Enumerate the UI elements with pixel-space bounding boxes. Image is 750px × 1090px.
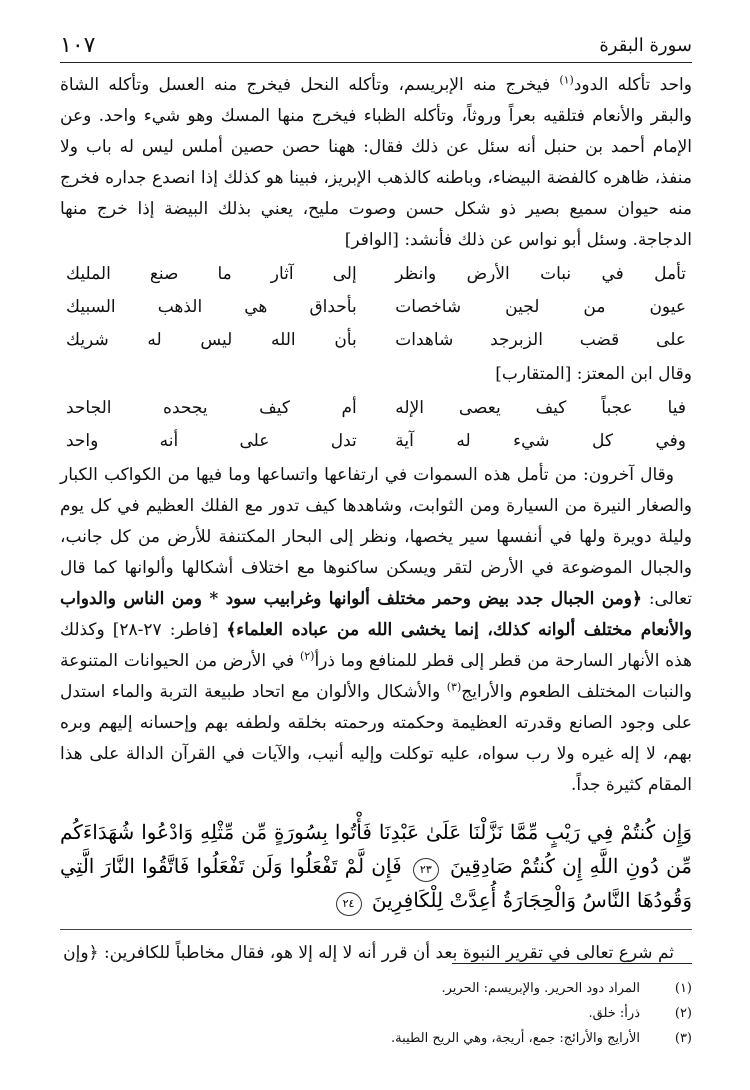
passage-divider <box>60 929 692 930</box>
page-body <box>60 70 692 969</box>
paragraph-3-text-a: وقال آخرون: من تأمل هذه السموات في ارتفاعها واتساعها وما فيها من الكواكب الكبار والصغار النيرة من السيارة ومن الثوابت، وشاهدها كيف تدور مع الفلك العظيم في كل يوم وليلة دويرة ولها في أنفسها سير يخصها، ونظر إلى البحار المكتنفة للأرض من كل جانب، والجبال الموضوعة في الأرض لتقر ويسكن ساكنوها مع اختلاف أشكالها وألوانها كما قال تعالى: <box>60 465 693 609</box>
verse-first-hemistich: على قضب الزبرجد شاهدات <box>395 330 686 350</box>
page-number: ١٠٧ <box>60 32 96 58</box>
ayah-number-marker: ٢٤ <box>336 892 362 916</box>
verse-second-hemistich: بأن الله ليس له شريك <box>66 330 357 350</box>
poem-abu-nuwas <box>60 258 692 357</box>
paragraph-3 <box>60 460 692 801</box>
ayah-number-marker: ٢٣ <box>413 858 439 882</box>
footnote-item <box>60 1001 692 1026</box>
verse-second-hemistich: تدل على أنه واحد <box>66 431 357 451</box>
poem-ibn-al-mutazz <box>60 392 692 458</box>
paragraph-1-text-a: واحد تأكله الدود <box>573 75 692 95</box>
footnote-rule <box>452 963 692 964</box>
page-header <box>60 30 692 60</box>
verse-first-hemistich: تأمل في نبات الأرض وانظر <box>395 264 686 284</box>
verse-second-hemistich: إلى آثار ما صنع المليك <box>66 264 357 284</box>
paragraph-3-text-b: [فاطر: ٢٧-٢٨] وكذلك هذه الأنهار السارحة من قطر إلى قطر للمنافع وما ذرأ <box>60 620 692 671</box>
paragraph-1 <box>60 70 692 256</box>
sura-title: سورة البقرة <box>599 34 692 56</box>
footnote-ref-1[interactable]: (١) <box>559 73 574 87</box>
verse-first-hemistich: وفي كل شيء له آية <box>395 431 686 451</box>
quran-verse-23: وَإِن كُنتُمْ فِي رَيْبٍ مِّمَّا نَزَّلْنَا عَلَىٰ عَبْدِنَا فَأْتُوا بِسُورَةٍ مِّن مِّثْلِهِ وَادْعُوا شُهَدَاءَكُم مِّن دُونِ اللَّهِ إِن كُنتُمْ صَادِقِينَ <box>60 820 693 878</box>
verse-second-hemistich: أم كيف يجحده الجاحد <box>66 398 357 418</box>
footnote-number: (٢) <box>674 1006 692 1021</box>
footnote-ref-2[interactable]: (٢) <box>299 649 315 663</box>
paragraph-1-text-b: فيخرج منه الإبريسم، وتأكله النحل فيخرج منه العسل وتأكله الشاة والبقر والأنعام فتلقيه بعراً وروثاً، وتأكله الظباء فيخرج منها المسك وهو شيء واحد. وعن الإمام أحمد بن حنبل أنه سئل عن ذلك فقال: ههنا حصن حصين أملس ليس له باب ولا منفذ، ظاهره كالفضة البيضاء، وباطنه كالذهب الإبريز، فبينا هو كذلك إذا انصدع جداره فخرج منه حيوان سميع بصير ذو شكل حسن وصوت مليح، يعني بذلك البيضة إذا خرج منها الدجاجة. وسئل أبو نواس عن ذلك فأنشد: [الوافر] <box>60 75 692 250</box>
footnote-text: الأرايج والأرائج: جمع، أريجة، وهي الريح الطيبة. <box>391 1031 640 1046</box>
header-rule <box>60 62 692 63</box>
footnotes <box>60 976 692 1051</box>
verse-first-hemistich: فيا عجباً كيف يعصى الإله <box>395 398 686 418</box>
verse-first-hemistich: عيون من لجين شاخصات <box>395 297 686 317</box>
paragraph-2: وقال ابن المعتز: [المتقارب] <box>495 364 692 384</box>
poem-verse <box>60 425 692 458</box>
paragraph-3-text-d: والأشكال والألوان مع اتحاد طبيعة التربة والماء استدل على وجود الصانع وقدرته العظيمة وحكمته ورحمته بخلقه ولطفه بهم وإحسانه إليهم وبره بهم، لا إله غيره ولا رب سواه، عليه توكلت وإليه أنيب، والآيات في القرآن الدالة على هذا المقام كثيرة جداً. <box>60 682 692 795</box>
footnote-number: (١) <box>674 981 692 996</box>
footnote-ref-3[interactable]: (٣) <box>446 680 462 694</box>
poem-verse <box>60 291 692 324</box>
footnote-text: ذرأ: خلق. <box>588 1006 640 1021</box>
footnote-number: (٣) <box>674 1031 692 1046</box>
verse-second-hemistich: بأحداق هي الذهب السبيك <box>66 297 357 317</box>
poem-verse <box>60 324 692 357</box>
footnote-item <box>60 976 692 1001</box>
footnote-item <box>60 1026 692 1051</box>
quran-passage <box>60 815 692 917</box>
quran-verse-24: فَإِن لَّمْ تَفْعَلُوا وَلَن تَفْعَلُوا فَاتَّقُوا النَّارَ الَّتِي وَقُودُهَا النَّاسُ وَالْحِجَارَةُ أُعِدَّتْ لِلْكَافِرِينَ <box>60 854 692 912</box>
footnote-text: المراد دود الحرير. والإبريسم: الحرير. <box>441 981 640 996</box>
poem-verse <box>60 392 692 425</box>
poem-verse <box>60 258 692 291</box>
quran-quote-fatir: ﴿ومن الجبال جدد بيض وحمر مختلف ألوانها وغرابيب سود * ومن الناس والدواب والأنعام مختلف ألوانه كذلك، إنما يخشى الله من عباده العلماء﴾ <box>60 589 692 640</box>
paragraph-3-text-c: في الأرض من الحيوانات المتنوعة والنبات المختلف الطعوم والأرايج <box>60 651 692 702</box>
closing-paragraph: ثم شرع تعالى في تقرير النبوة بعد أن قرر أنه لا إله إلا هو، فقال مخاطباً للكافرين: ﴿وإن <box>63 943 674 963</box>
